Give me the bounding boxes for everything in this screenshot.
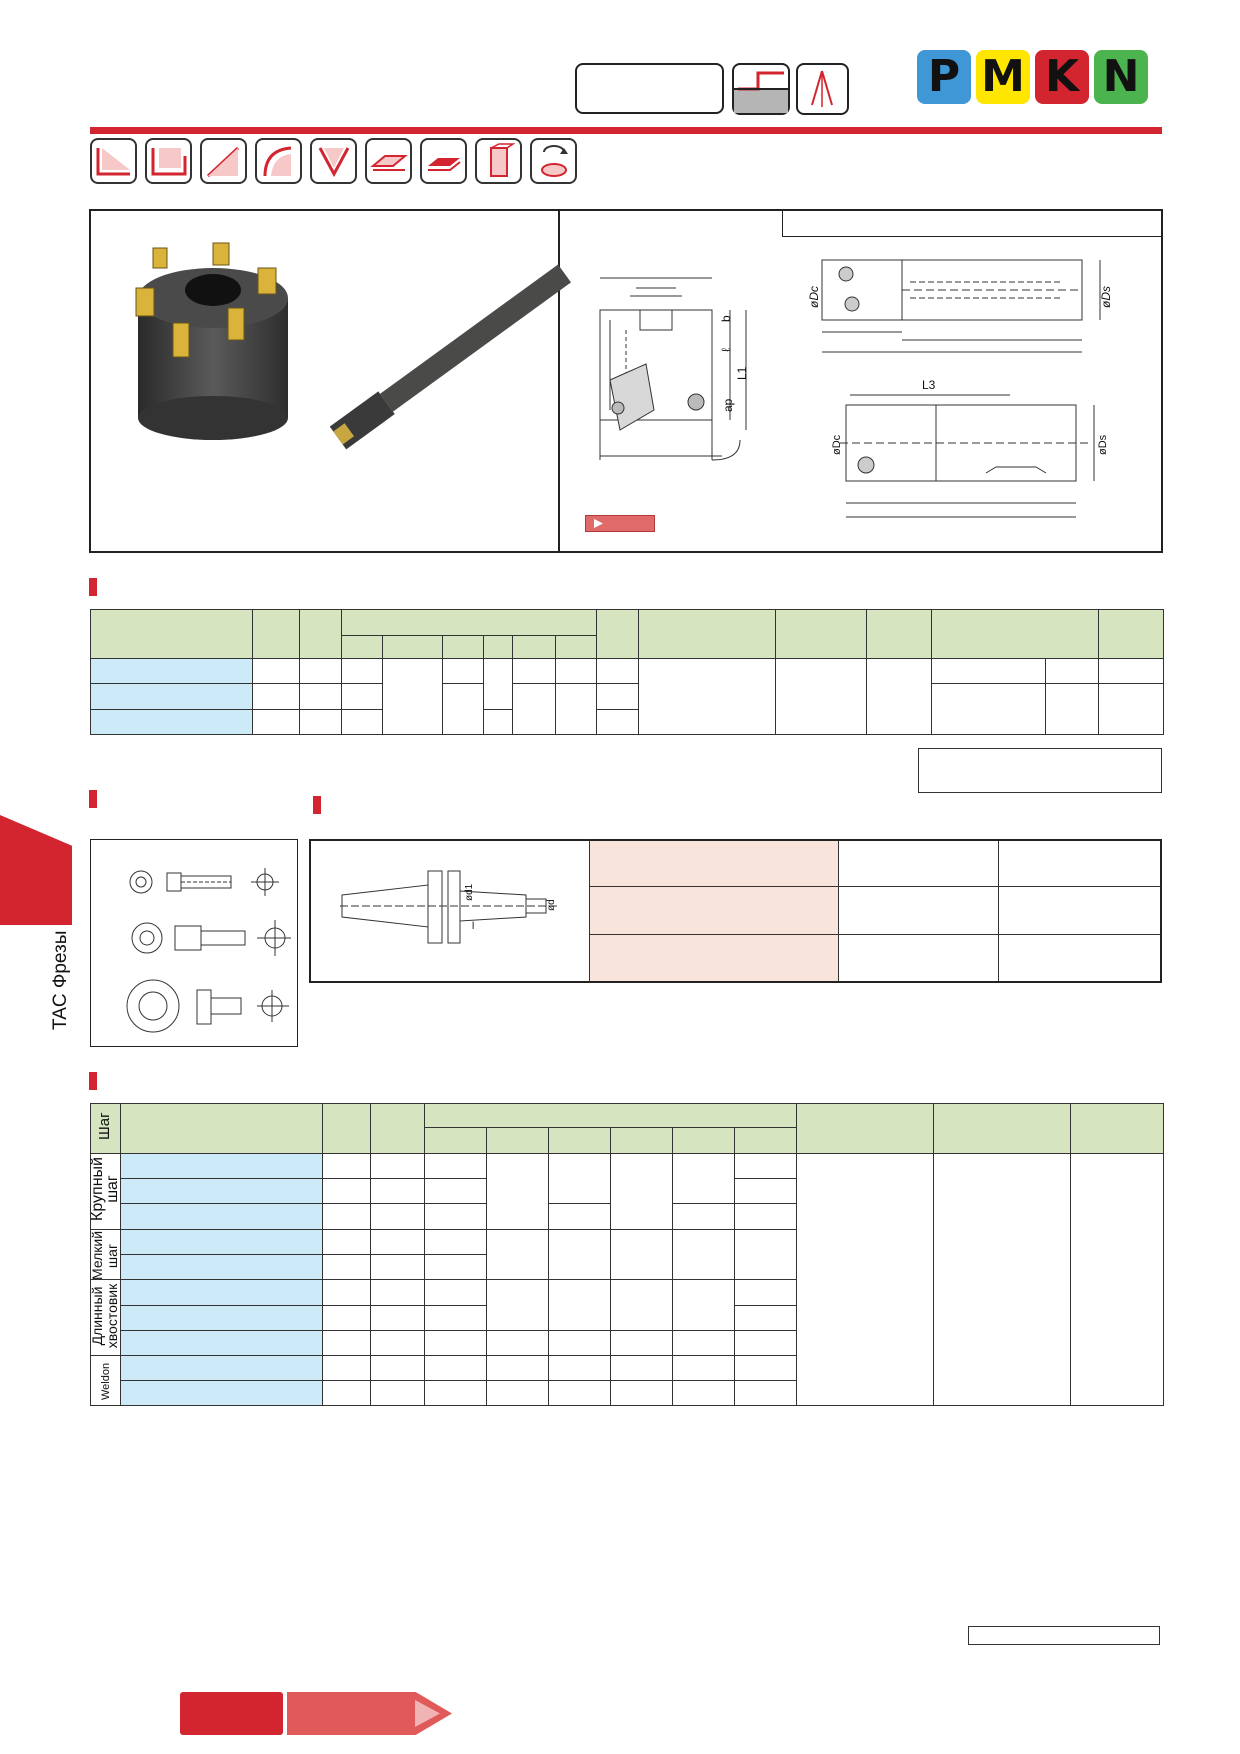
pitch-header-label: Шаг (96, 1112, 113, 1140)
material-k-badge: K (1035, 50, 1089, 104)
fine-pitch-label: Мелкий шаг (89, 1230, 120, 1280)
slot-milling-icon (145, 138, 192, 184)
arbor-col-divider-2 (998, 841, 999, 981)
dim-b-label: b (719, 315, 733, 322)
dim-length-label: l (472, 921, 475, 932)
weldon-label: Weldon (100, 1362, 112, 1400)
section-side-tab (0, 815, 72, 925)
note-box (918, 748, 1162, 793)
dim-ap-label: ap (721, 398, 735, 412)
ramping-icon (200, 138, 247, 184)
dim-weldon-ds-label: øDs (1097, 434, 1109, 455)
holder-drawing (340, 865, 570, 950)
arbor-config-cell-2 (590, 887, 838, 935)
dim-ds-label: øDs (1099, 286, 1113, 308)
dim-d-label: ød (546, 899, 557, 911)
dim-l-label: ℓ (719, 348, 733, 352)
shell-mill-drawing (580, 260, 760, 470)
arbor-row-divider-1 (839, 886, 1161, 887)
product-photo (118, 238, 548, 458)
helical-interpolation-icon (530, 138, 577, 184)
coarse-pitch-label: Крупный шаг (89, 1157, 121, 1221)
material-m-badge: M (976, 50, 1030, 104)
section-marker (89, 578, 97, 596)
spare-parts-box (90, 839, 298, 1047)
weldon-mill-drawing (810, 375, 1130, 525)
dim-l3-label: L3 (922, 378, 936, 392)
pocket-icon (420, 138, 467, 184)
footer-note-box (968, 1626, 1160, 1645)
shoulder-type-icon (732, 63, 790, 115)
main-table-marker (89, 1072, 97, 1090)
cutting-angle-icon (796, 63, 849, 115)
footer-tab (180, 1692, 283, 1735)
arbor-row-divider-2 (839, 934, 1161, 935)
long-shank-label: Длинный хвостовик (89, 1283, 120, 1349)
specification-table (90, 609, 1164, 735)
arbor-config-cell-3 (590, 935, 838, 981)
screw-drawings (91, 840, 297, 1046)
main-spec-table (90, 1103, 1164, 1406)
arbor-config-cell-1 (590, 841, 838, 887)
shoulder-milling-icon (90, 138, 137, 184)
plunge-icon (255, 138, 302, 184)
spare-parts-marker (89, 790, 97, 808)
diagram-caption-box (782, 209, 1163, 237)
red-arrow-tag (585, 515, 655, 532)
dim-dc-label: øDc (807, 286, 821, 308)
shank-mill-drawing (807, 248, 1130, 363)
side-milling-icon (475, 138, 522, 184)
product-frame-divider (558, 209, 560, 553)
dim-weldon-dc-label: øDc (831, 434, 843, 455)
title-box (575, 63, 724, 114)
face-milling-icon (365, 138, 412, 184)
material-n-badge: N (1094, 50, 1148, 104)
arbor-marker (313, 796, 321, 814)
profiling-icon (310, 138, 357, 184)
dim-l1-label: L1 (735, 366, 749, 380)
arbor-col-divider-1 (838, 841, 839, 981)
material-p-badge: P (917, 50, 971, 104)
section-side-title: TAC Фрезы (50, 930, 71, 1030)
dim-d1-label: ød1 (464, 883, 475, 901)
arrow-right-icon (412, 1697, 444, 1730)
header-divider (90, 127, 1162, 134)
